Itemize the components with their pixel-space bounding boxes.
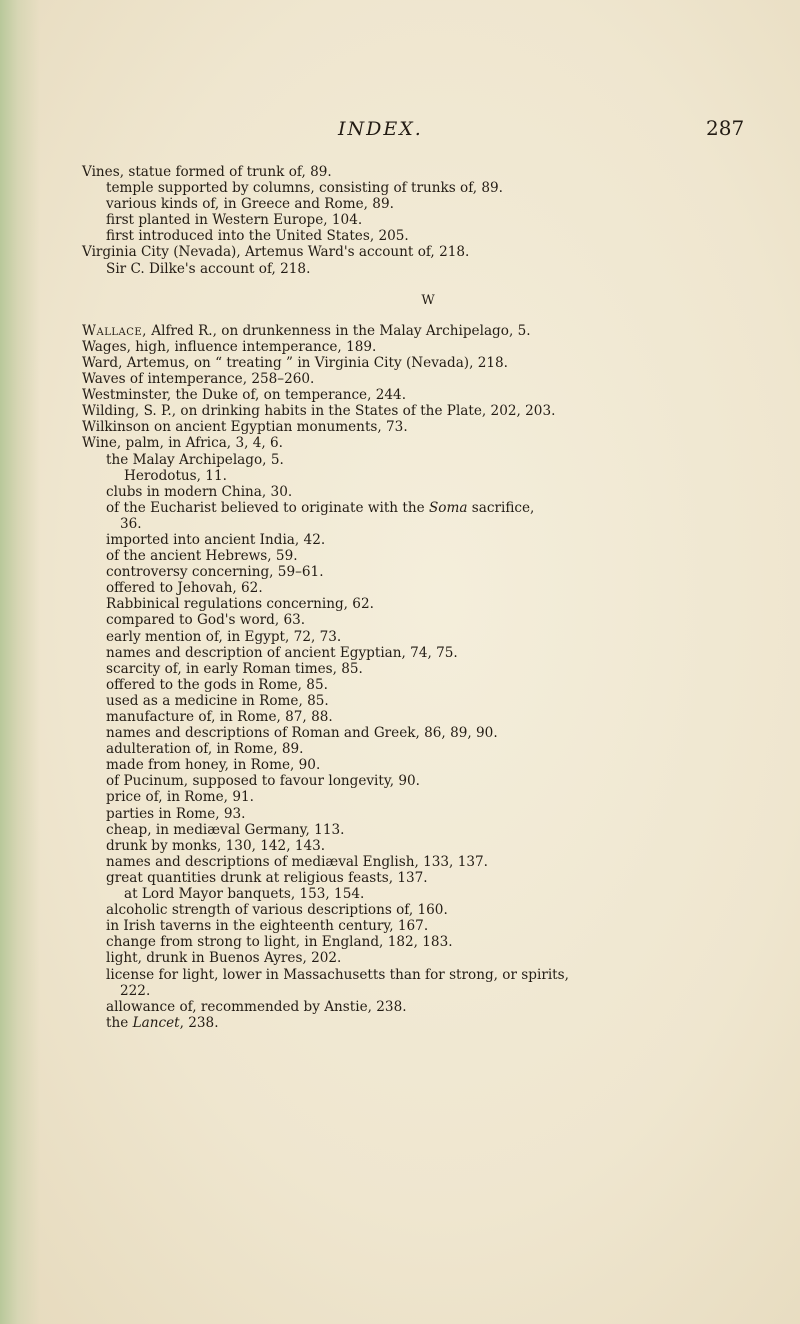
- index-subentry: names and description of ancient Egyptian, 74, 75.: [106, 644, 458, 661]
- index-subentry: cheap, in mediæval Germany, 113.: [106, 821, 345, 838]
- index-entry: Vines, statue formed of trunk of, 89.: [82, 164, 332, 180]
- page-header: [0, 118, 800, 148]
- index-subentry-eucharist: [82, 500, 782, 516]
- entry-italic: Soma: [428, 499, 468, 516]
- index-subentry: in Irish taverns in the eighteenth century, 167.: [106, 918, 429, 935]
- index-subentry: temple supported by columns, consisting of trunks of, 89.: [106, 180, 503, 197]
- index-subentry-lancet: [82, 1015, 782, 1031]
- index-subentry: alcoholic strength of various descriptions of, 160.: [106, 902, 448, 919]
- index-subentry: Rabbinical regulations concerning, 62.: [106, 596, 374, 613]
- entry-italic: Lancet: [132, 1014, 180, 1031]
- index-subentry: parties in Rome, 93.: [106, 805, 246, 822]
- index-subentry: allowance of, recommended by Anstie, 238.: [106, 998, 407, 1015]
- index-subentry: names and descriptions of mediæval English, 133, 137.: [106, 853, 488, 870]
- index-subentry: of Pucinum, supposed to favour longevity, 90.: [106, 773, 421, 790]
- index-subentry: compared to God's word, 63.: [106, 612, 306, 629]
- index-subentry: price of, in Rome, 91.: [106, 789, 254, 806]
- index-subentry: license for light, lower in Massachusetts than for strong, or spirits,: [106, 966, 569, 983]
- page-gutter-shadow: [0, 0, 40, 1324]
- v-entries: [82, 164, 782, 277]
- entry-text: , 238.: [179, 1014, 219, 1031]
- running-title: INDEX.: [338, 118, 423, 140]
- index-subentry: change from strong to light, in England, 182, 183.: [106, 934, 453, 951]
- index-continuation: 36.: [120, 515, 142, 532]
- index-subsubentry: at Lord Mayor banquets, 153, 154.: [124, 886, 365, 903]
- index-subentry: the Malay Archipelago, 5.: [106, 451, 284, 468]
- index-subentry: scarcity of, in early Roman times, 85.: [106, 660, 363, 677]
- index-entry: Virginia City (Nevada), Artemus Ward's account of, 218.: [82, 244, 470, 261]
- index-content: [82, 164, 782, 1031]
- index-entry: Wages, high, influence intemperance, 189.: [82, 338, 377, 355]
- page-number: 287: [706, 116, 745, 140]
- index-entry: Wilkinson on ancient Egyptian monuments, 73.: [82, 419, 408, 436]
- index-subentry: early mention of, in Egypt, 72, 73.: [106, 628, 342, 645]
- index-subentry: made from honey, in Rome, 90.: [106, 757, 321, 774]
- index-subentry: offered to the gods in Rome, 85.: [106, 676, 328, 693]
- index-subentry: light, drunk in Buenos Ayres, 202.: [106, 950, 342, 967]
- index-subentry: imported into ancient India, 42.: [106, 531, 326, 548]
- index-entry-wallace: [82, 323, 782, 339]
- entry-text: Alfred R., on drunkenness in the Malay Archipelago, 5.: [146, 322, 531, 339]
- entry-text: the: [106, 1014, 133, 1031]
- index-subentry: controversy concerning, 59–61.: [106, 564, 324, 581]
- index-subentry: used as a medicine in Rome, 85.: [106, 692, 329, 709]
- index-entry: Wine, palm, in Africa, 3, 4, 6.: [82, 435, 283, 452]
- index-continuation: 222.: [120, 982, 151, 999]
- index-subentry: drunk by monks, 130, 142, 143.: [106, 837, 326, 854]
- entry-heading: Wallace,: [82, 322, 147, 339]
- index-subentry: of the ancient Hebrews, 59.: [106, 548, 298, 565]
- w-entries: [82, 323, 782, 1031]
- index-subentry: offered to Jehovah, 62.: [106, 580, 263, 597]
- index-entry: Ward, Artemus, on “ treating ” in Virginia City (Nevada), 218.: [82, 354, 509, 371]
- index-subentry: various kinds of, in Greece and Rome, 89.: [106, 196, 394, 213]
- index-entry: Wilding, S. P., on drinking habits in the States of the Plate, 202, 203.: [82, 403, 556, 420]
- index-entry: Westminster, the Duke of, on temperance, 244.: [82, 387, 407, 404]
- index-subentry: Sir C. Dilke's account of, 218.: [106, 260, 311, 277]
- index-subentry: clubs in modern China, 30.: [106, 483, 293, 500]
- index-subentry: first introduced into the United States, 205.: [106, 228, 409, 245]
- section-letter: W: [421, 292, 435, 308]
- index-subentry: names and descriptions of Roman and Greek, 86, 89, 90.: [106, 725, 498, 742]
- entry-text: sacrifice,: [467, 499, 535, 516]
- index-subentry: first planted in Western Europe, 104.: [106, 212, 363, 229]
- index-subentry: adulteration of, in Rome, 89.: [106, 741, 304, 758]
- index-subentry: great quantities drunk at religious feasts, 137.: [106, 869, 428, 886]
- entry-text: of the Eucharist believed to originate with the: [106, 499, 429, 516]
- index-subentry: manufacture of, in Rome, 87, 88.: [106, 709, 333, 725]
- index-subsubentry: Herodotus, 11.: [124, 467, 227, 484]
- index-entry: Waves of intemperance, 258–260.: [82, 371, 315, 388]
